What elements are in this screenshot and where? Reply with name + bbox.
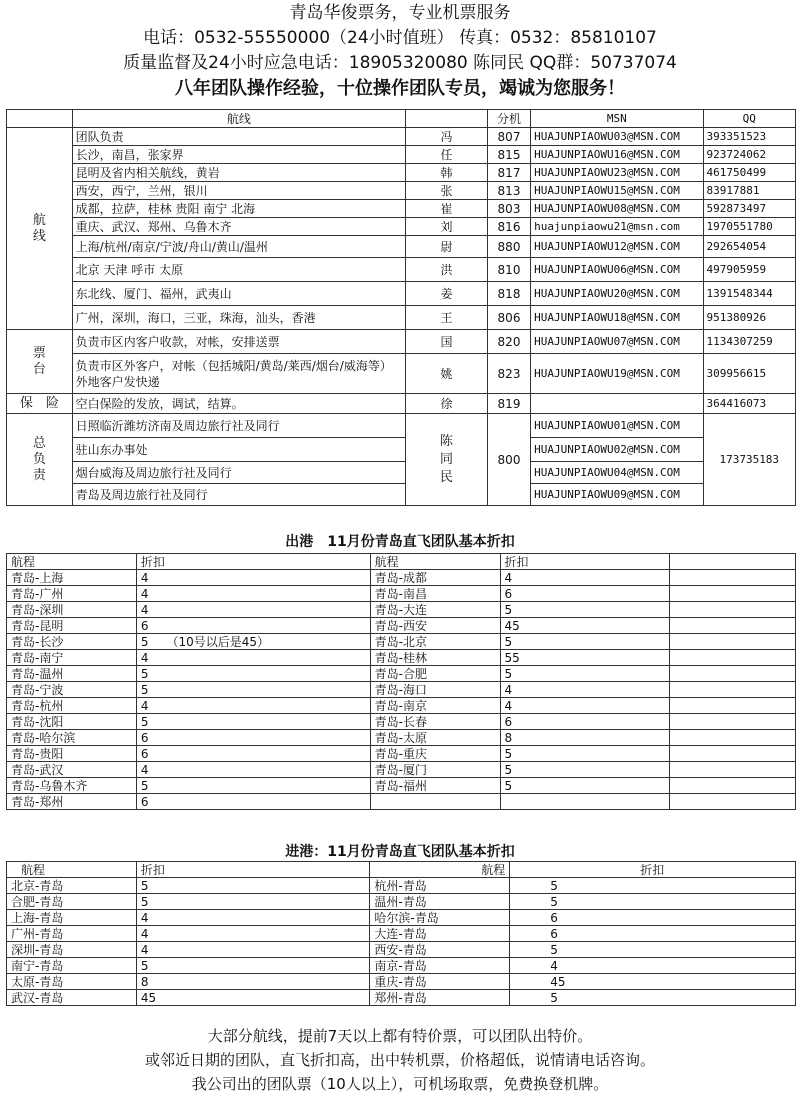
table-row bbox=[7, 746, 796, 762]
discount-cell: 8 bbox=[136, 974, 370, 990]
discount-cell: 6 bbox=[500, 586, 670, 602]
table-row bbox=[7, 602, 796, 618]
inbound-title: 进港：11月份青岛直飞团队基本折扣 bbox=[285, 844, 515, 860]
inbound-discount-table bbox=[6, 861, 796, 1006]
category-ticket-desk: 票 台 bbox=[7, 330, 73, 394]
route-cell: 青岛-桂林 bbox=[370, 650, 500, 666]
route-cell: 青岛-大连 bbox=[370, 602, 500, 618]
table-row bbox=[7, 762, 796, 778]
table-row bbox=[7, 634, 796, 650]
table-row bbox=[7, 990, 796, 1006]
table-row bbox=[7, 570, 796, 586]
discount-cell: 4 bbox=[136, 602, 370, 618]
general-manager-name: 陈 同 民 bbox=[439, 433, 453, 485]
col-header-discount: 折扣 bbox=[500, 554, 670, 570]
table-row: 重庆、武汉、郑州、乌鲁木齐 刘 816 huajunpiaowu21@msn.com 1970551780 bbox=[7, 218, 796, 236]
route-cell: 青岛-杭州 bbox=[7, 698, 137, 714]
col-header-qq: QQ bbox=[703, 110, 795, 128]
table-row bbox=[7, 730, 796, 746]
table-row bbox=[7, 926, 796, 942]
route-cell: 青岛-宁波 bbox=[7, 682, 137, 698]
discount-cell: 4 bbox=[136, 762, 370, 778]
discount-cell: 5 bbox=[136, 666, 370, 682]
table-row: 北京 天津 呼市 太原 洪 810 HUAJUNPIAOWU06@MSN.COM 497905959 bbox=[7, 258, 796, 282]
table-row: 青岛及周边旅行社及同行 HUAJUNPIAOWU09@MSN.COM bbox=[7, 484, 796, 506]
route-cell bbox=[370, 794, 500, 810]
table-row bbox=[7, 942, 796, 958]
discount-cell: 4 bbox=[500, 698, 670, 714]
emergency-contact-line: 质量监督及24小时应急电话：18905320080 陈同民 QQ群：50737074 bbox=[123, 53, 677, 73]
col-header-route: 航线 bbox=[72, 110, 405, 128]
header bbox=[0, 1, 800, 101]
table-header-row bbox=[7, 862, 796, 878]
table-row bbox=[7, 666, 796, 682]
table-row: 西安，西宁，兰州，银川 张 813 HUAJUNPIAOWU15@MSN.COM 83917881 bbox=[7, 182, 796, 200]
general-qq: 173735183 bbox=[703, 414, 795, 506]
route-cell: 青岛-海口 bbox=[370, 682, 500, 698]
discount-cell: 5 （10号以后是45） bbox=[136, 634, 370, 650]
route-cell: 重庆-青岛 bbox=[370, 974, 510, 990]
discount-cell: 5 bbox=[510, 942, 796, 958]
table-row bbox=[7, 958, 796, 974]
table-row bbox=[7, 778, 796, 794]
col-header-msn: MSN bbox=[531, 110, 703, 128]
route-cell: 郑州-青岛 bbox=[370, 990, 510, 1006]
route-cell: 大连-青岛 bbox=[370, 926, 510, 942]
discount-cell: 5 bbox=[500, 666, 670, 682]
slogan: 八年团队操作经验，十位操作团队专员，竭诚为您服务！ bbox=[175, 78, 625, 99]
table-row: 东北线、厦门、福州，武夷山 姜 818 HUAJUNPIAOWU20@MSN.COM 1391548344 bbox=[7, 282, 796, 306]
discount-cell: 6 bbox=[136, 794, 370, 810]
table-row bbox=[7, 682, 796, 698]
route-cell: 青岛-上海 bbox=[7, 570, 137, 586]
footer-line: 大部分航线，提前7天以上都有特价票，可以团队出特价。 bbox=[207, 1027, 593, 1045]
discount-cell: 4 bbox=[136, 926, 370, 942]
discount-cell: 5 bbox=[500, 746, 670, 762]
table-row: 成都，拉萨，桂林 贵阳 南宁 北海 崔 803 HUAJUNPIAOWU08@MSN.COM 592873497 bbox=[7, 200, 796, 218]
route-cell: 温州-青岛 bbox=[370, 894, 510, 910]
route-cell: 北京-青岛 bbox=[7, 878, 137, 894]
route-cell: 青岛-合肥 bbox=[370, 666, 500, 682]
route-cell: 青岛-乌鲁木齐 bbox=[7, 778, 137, 794]
table-row: 驻山东办事处 HUAJUNPIAOWU02@MSN.COM bbox=[7, 438, 796, 462]
col-header-route: 航程 bbox=[7, 554, 137, 570]
table-row: 长沙，南昌，张家界 任 815 HUAJUNPIAOWU16@MSN.COM 923724062 bbox=[7, 146, 796, 164]
discount-cell: 4 bbox=[500, 682, 670, 698]
col-header-route: 航程 bbox=[370, 862, 510, 878]
table-header-row bbox=[7, 554, 796, 570]
discount-cell: 45 bbox=[500, 618, 670, 634]
route-cell: 合肥-青岛 bbox=[7, 894, 137, 910]
table-row bbox=[7, 794, 796, 810]
route-cell: 上海-青岛 bbox=[7, 910, 137, 926]
route-cell: 青岛-郑州 bbox=[7, 794, 137, 810]
route-cell: 哈尔滨-青岛 bbox=[370, 910, 510, 926]
route-cell: 青岛-南京 bbox=[370, 698, 500, 714]
outbound-title: 出港 11月份青岛直飞团队基本折扣 bbox=[285, 534, 515, 550]
route-cell: 青岛-南宁 bbox=[7, 650, 137, 666]
route-cell: 青岛-深圳 bbox=[7, 602, 137, 618]
category-general-manager: 总 负 责 bbox=[7, 414, 73, 506]
table-row: 广州，深圳，海口，三亚，珠海，汕头，香港 王 806 HUAJUNPIAOWU18@MSN.COM 951380926 bbox=[7, 306, 796, 330]
route-cell: 青岛-重庆 bbox=[370, 746, 500, 762]
table-row bbox=[7, 698, 796, 714]
table-row bbox=[7, 586, 796, 602]
discount-cell: 5 bbox=[136, 714, 370, 730]
route-cell: 南京-青岛 bbox=[370, 958, 510, 974]
route-cell: 武汉-青岛 bbox=[7, 990, 137, 1006]
discount-cell: 6 bbox=[510, 926, 796, 942]
route-cell: 青岛-昆明 bbox=[7, 618, 137, 634]
discount-cell: 5 bbox=[136, 894, 370, 910]
table-row: 昆明及省内相关航线，黄岩 韩 817 HUAJUNPIAOWU23@MSN.COM 461750499 bbox=[7, 164, 796, 182]
discount-cell: 4 bbox=[136, 570, 370, 586]
discount-cell: 5 bbox=[510, 878, 796, 894]
route-cell: 青岛-西安 bbox=[370, 618, 500, 634]
phone-fax-line: 电话：0532-55550000（24小时值班） 传真：0532：85810107 bbox=[143, 28, 657, 48]
discount-cell: 5 bbox=[500, 602, 670, 618]
table-row: 上海/杭州/南京/宁波/舟山/黄山/温州 尉 880 HUAJUNPIAOWU12@MSN.COM 292654054 bbox=[7, 236, 796, 258]
route-cell: 青岛-福州 bbox=[370, 778, 500, 794]
discount-cell: 6 bbox=[500, 714, 670, 730]
route-cell: 青岛-太原 bbox=[370, 730, 500, 746]
col-header-discount: 折扣 bbox=[510, 862, 796, 878]
col-header-discount: 折扣 bbox=[136, 554, 370, 570]
company-title: 青岛华俊票务，专业机票服务 bbox=[289, 3, 511, 23]
discount-cell: 4 bbox=[510, 958, 796, 974]
col-header-route: 航程 bbox=[7, 862, 137, 878]
route-cell: 太原-青岛 bbox=[7, 974, 137, 990]
discount-cell: 4 bbox=[136, 910, 370, 926]
category-route: 航 线 bbox=[7, 128, 73, 330]
footer-notes bbox=[0, 1024, 800, 1096]
discount-cell: 5 bbox=[510, 894, 796, 910]
table-row bbox=[7, 714, 796, 730]
discount-cell: 5 bbox=[136, 878, 370, 894]
route-cell: 青岛-武汉 bbox=[7, 762, 137, 778]
route-cell: 青岛-广州 bbox=[7, 586, 137, 602]
table-row: 票 台 负责市区内客户收款，对帐，安排送票 国 820 HUAJUNPIAOWU07@MSN.COM 1134307259 bbox=[7, 330, 796, 354]
discount-cell: 8 bbox=[500, 730, 670, 746]
outbound-discount-table bbox=[6, 553, 796, 810]
discount-cell: 45 bbox=[510, 974, 796, 990]
route-cell: 青岛-温州 bbox=[7, 666, 137, 682]
discount-cell: 45 bbox=[136, 990, 370, 1006]
table-row: 总 负 责 日照临沂潍坊济南及周边旅行社及同行 陈 同 民 800 HUAJUNPIAOWU01@MSN.COM 173735183 bbox=[7, 414, 796, 438]
discount-cell: 4 bbox=[500, 570, 670, 586]
route-cell: 青岛-贵阳 bbox=[7, 746, 137, 762]
discount-cell: 5 bbox=[136, 778, 370, 794]
discount-cell: 4 bbox=[136, 698, 370, 714]
table-row bbox=[7, 894, 796, 910]
table-row: 烟台威海及周边旅行社及同行 HUAJUNPIAOWU04@MSN.COM bbox=[7, 462, 796, 484]
discount-cell: 55 bbox=[500, 650, 670, 666]
col-header-ext: 分机 bbox=[487, 110, 530, 128]
discount-cell: 5 bbox=[500, 778, 670, 794]
table-row bbox=[7, 650, 796, 666]
discount-cell: 5 bbox=[500, 762, 670, 778]
discount-cell: 4 bbox=[136, 942, 370, 958]
route-cell: 青岛-北京 bbox=[370, 634, 500, 650]
table-header-row bbox=[7, 110, 796, 128]
route-cell: 广州-青岛 bbox=[7, 926, 137, 942]
table-row bbox=[7, 878, 796, 894]
route-cell: 青岛-厦门 bbox=[370, 762, 500, 778]
general-ext: 800 bbox=[487, 414, 530, 506]
table-row bbox=[7, 910, 796, 926]
table-row bbox=[7, 618, 796, 634]
col-header-discount: 折扣 bbox=[136, 862, 370, 878]
route-cell: 青岛-长春 bbox=[370, 714, 500, 730]
route-cell: 南宁-青岛 bbox=[7, 958, 137, 974]
discount-cell: 6 bbox=[136, 746, 370, 762]
route-cell: 西安-青岛 bbox=[370, 942, 510, 958]
route-cell: 青岛-长沙 bbox=[7, 634, 137, 650]
table-row: 负责市区外客户，对帐（包括城阳/黄岛/莱西/烟台/威海等）外地客户发快递 姚 823 HUAJUNPIAOWU19@MSN.COM 309956615 bbox=[7, 354, 796, 394]
discount-cell: 5 bbox=[510, 990, 796, 1006]
route-cell: 青岛-南昌 bbox=[370, 586, 500, 602]
route-cell: 杭州-青岛 bbox=[370, 878, 510, 894]
contacts-table bbox=[6, 109, 796, 506]
table-row bbox=[7, 974, 796, 990]
table-row: 保 险 空白保险的发放，调试，结算。 徐 819 364416073 bbox=[7, 394, 796, 414]
discount-cell: 4 bbox=[136, 650, 370, 666]
category-insurance: 保 险 bbox=[7, 394, 73, 414]
route-cell: 青岛-沈阳 bbox=[7, 714, 137, 730]
discount-cell: 5 bbox=[136, 958, 370, 974]
discount-cell: 6 bbox=[136, 618, 370, 634]
discount-cell bbox=[500, 794, 670, 810]
route-cell: 青岛-成都 bbox=[370, 570, 500, 586]
table-row: 航 线 团队负责 冯 807 HUAJUNPIAOWU03@MSN.COM 393351523 bbox=[7, 128, 796, 146]
col-header-route: 航程 bbox=[370, 554, 500, 570]
discount-cell: 6 bbox=[136, 730, 370, 746]
discount-cell: 5 bbox=[500, 634, 670, 650]
route-cell: 深圳-青岛 bbox=[7, 942, 137, 958]
footer-line: 我公司出的团队票（10人以上），可机场取票，免费换登机牌。 bbox=[191, 1075, 609, 1093]
discount-cell: 4 bbox=[136, 586, 370, 602]
discount-cell: 5 bbox=[136, 682, 370, 698]
discount-cell: 6 bbox=[510, 910, 796, 926]
footer-line: 或邻近日期的团队，直飞折扣高，出中转机票，价格超低，说情请电话咨询。 bbox=[144, 1051, 655, 1069]
route-cell: 青岛-哈尔滨 bbox=[7, 730, 137, 746]
